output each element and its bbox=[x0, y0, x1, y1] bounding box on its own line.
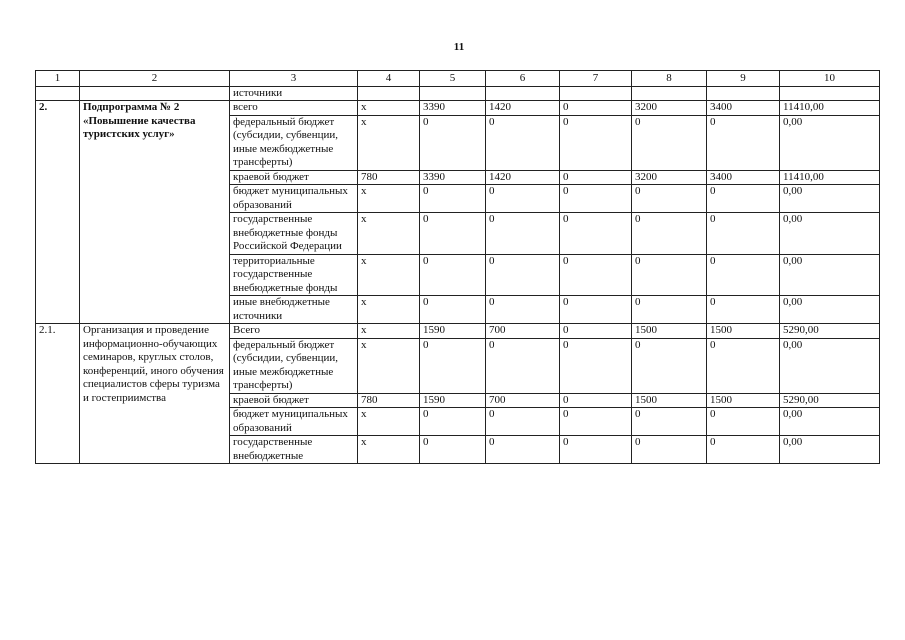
value-cell: 780 bbox=[358, 393, 420, 408]
value-cell: 0 bbox=[707, 436, 780, 464]
funding-source-cell: краевой бюджет bbox=[230, 170, 358, 185]
table-cell: источники bbox=[230, 86, 358, 101]
value-cell: 0 bbox=[632, 338, 707, 393]
value-cell: 0 bbox=[486, 185, 560, 213]
value-cell: 0 bbox=[632, 436, 707, 464]
value-cell: х bbox=[358, 213, 420, 255]
value-cell: 1590 bbox=[420, 324, 486, 339]
value-cell: 0 bbox=[560, 213, 632, 255]
table-row bbox=[36, 324, 880, 339]
value-cell: 0 bbox=[707, 296, 780, 324]
column-header: 8 bbox=[632, 71, 707, 87]
value-cell: 0 bbox=[632, 254, 707, 296]
value-cell: 0,00 bbox=[780, 408, 880, 436]
funding-source-cell: бюджет муниципальных образований bbox=[230, 185, 358, 213]
funding-source-cell: Всего bbox=[230, 324, 358, 339]
table-cell bbox=[560, 86, 632, 101]
funding-source-cell: федеральный бюджет (субсидии, субвенции, иные межбюджетные трансферты) bbox=[230, 115, 358, 170]
value-cell: 0 bbox=[420, 408, 486, 436]
value-cell: 0 bbox=[420, 254, 486, 296]
value-cell: 0 bbox=[632, 185, 707, 213]
value-cell: 0 bbox=[707, 338, 780, 393]
value-cell: 0 bbox=[560, 296, 632, 324]
column-header: 6 bbox=[486, 71, 560, 87]
column-header: 7 bbox=[560, 71, 632, 87]
table-body bbox=[36, 86, 880, 464]
value-cell: 3390 bbox=[420, 101, 486, 116]
value-cell: 5290,00 bbox=[780, 393, 880, 408]
value-cell: 3390 bbox=[420, 170, 486, 185]
value-cell: 0 bbox=[560, 115, 632, 170]
value-cell: 0 bbox=[632, 408, 707, 436]
value-cell: 700 bbox=[486, 393, 560, 408]
table-cell bbox=[36, 86, 80, 101]
value-cell: 0 bbox=[560, 393, 632, 408]
value-cell: 0 bbox=[420, 115, 486, 170]
value-cell: 1500 bbox=[632, 393, 707, 408]
table-cell bbox=[486, 86, 560, 101]
value-cell: 0 bbox=[560, 101, 632, 116]
value-cell: 0 bbox=[707, 254, 780, 296]
value-cell: 0 bbox=[420, 213, 486, 255]
column-header: 10 bbox=[780, 71, 880, 87]
value-cell: 700 bbox=[486, 324, 560, 339]
table-cell bbox=[632, 86, 707, 101]
table-cell bbox=[358, 86, 420, 101]
value-cell: 0 bbox=[486, 338, 560, 393]
value-cell: 0 bbox=[707, 115, 780, 170]
value-cell: 3400 bbox=[707, 101, 780, 116]
value-cell: 0 bbox=[560, 170, 632, 185]
table-cell bbox=[707, 86, 780, 101]
value-cell: 0,00 bbox=[780, 254, 880, 296]
value-cell: 0,00 bbox=[780, 213, 880, 255]
value-cell: 0 bbox=[486, 408, 560, 436]
funding-source-cell: иные внебюджетные источники bbox=[230, 296, 358, 324]
value-cell: 0 bbox=[560, 408, 632, 436]
value-cell: 5290,00 bbox=[780, 324, 880, 339]
value-cell: 0 bbox=[707, 185, 780, 213]
value-cell: х bbox=[358, 254, 420, 296]
value-cell: 0 bbox=[632, 115, 707, 170]
value-cell: 0 bbox=[420, 338, 486, 393]
column-header: 9 bbox=[707, 71, 780, 87]
value-cell: 0 bbox=[560, 338, 632, 393]
value-cell: 3400 bbox=[707, 170, 780, 185]
value-cell: 0 bbox=[632, 213, 707, 255]
value-cell: 1590 bbox=[420, 393, 486, 408]
table-cell bbox=[420, 86, 486, 101]
value-cell: 0 bbox=[486, 296, 560, 324]
column-header: 2 bbox=[80, 71, 230, 87]
value-cell: 11410,00 bbox=[780, 170, 880, 185]
value-cell: х bbox=[358, 408, 420, 436]
funding-source-cell: территориальные государственные внебюджетные фонды bbox=[230, 254, 358, 296]
value-cell: 1500 bbox=[707, 393, 780, 408]
value-cell: 0 bbox=[420, 185, 486, 213]
value-cell: 0 bbox=[486, 213, 560, 255]
value-cell: 0,00 bbox=[780, 296, 880, 324]
value-cell: 0 bbox=[632, 296, 707, 324]
section-number: 2.1. bbox=[36, 324, 80, 464]
column-header: 3 bbox=[230, 71, 358, 87]
column-header: 4 bbox=[358, 71, 420, 87]
value-cell: 0 bbox=[420, 296, 486, 324]
value-cell: 0 bbox=[707, 408, 780, 436]
value-cell: 3200 bbox=[632, 170, 707, 185]
funding-source-cell: краевой бюджет bbox=[230, 393, 358, 408]
funding-source-cell: всего bbox=[230, 101, 358, 116]
budget-table bbox=[35, 70, 880, 464]
value-cell: 0 bbox=[707, 213, 780, 255]
value-cell: 0 bbox=[486, 254, 560, 296]
section-number: 2. bbox=[36, 101, 80, 324]
value-cell: 780 bbox=[358, 170, 420, 185]
value-cell: 1420 bbox=[486, 101, 560, 116]
table-cell bbox=[80, 86, 230, 101]
value-cell: 0,00 bbox=[780, 338, 880, 393]
value-cell: 0 bbox=[486, 115, 560, 170]
column-header: 5 bbox=[420, 71, 486, 87]
table-cell bbox=[780, 86, 880, 101]
value-cell: х bbox=[358, 296, 420, 324]
table-row bbox=[36, 86, 880, 101]
value-cell: 0,00 bbox=[780, 436, 880, 464]
value-cell: 1420 bbox=[486, 170, 560, 185]
value-cell: 0,00 bbox=[780, 115, 880, 170]
value-cell: х bbox=[358, 115, 420, 170]
column-number-row bbox=[36, 71, 880, 87]
funding-source-cell: государственные внебюджетные фонды Российской Федерации bbox=[230, 213, 358, 255]
value-cell: х bbox=[358, 101, 420, 116]
value-cell: 11410,00 bbox=[780, 101, 880, 116]
value-cell: х bbox=[358, 185, 420, 213]
funding-source-cell: федеральный бюджет (субсидии, субвенции, иные межбюджетные трансферты) bbox=[230, 338, 358, 393]
value-cell: 0 bbox=[486, 436, 560, 464]
value-cell: х bbox=[358, 338, 420, 393]
value-cell: 1500 bbox=[707, 324, 780, 339]
value-cell: х bbox=[358, 324, 420, 339]
value-cell: 0 bbox=[560, 436, 632, 464]
value-cell: 3200 bbox=[632, 101, 707, 116]
table-row bbox=[36, 101, 880, 116]
value-cell: 0 bbox=[560, 324, 632, 339]
value-cell: х bbox=[358, 436, 420, 464]
column-header: 1 bbox=[36, 71, 80, 87]
value-cell: 0 bbox=[420, 436, 486, 464]
value-cell: 1500 bbox=[632, 324, 707, 339]
value-cell: 0 bbox=[560, 185, 632, 213]
page-number: 11 bbox=[453, 41, 465, 53]
section-name: Подпрограмма № 2 «Повышение качества туристских услуг» bbox=[80, 101, 230, 324]
section-name: Организация и проведение информационно-обучающих семинаров, круглых столов, конференций, иного обучения специалистов сферы туризма и гостеприимства bbox=[80, 324, 230, 464]
funding-source-cell: бюджет муниципальных образований bbox=[230, 408, 358, 436]
value-cell: 0 bbox=[560, 254, 632, 296]
funding-source-cell: государственные внебюджетные bbox=[230, 436, 358, 464]
value-cell: 0,00 bbox=[780, 185, 880, 213]
